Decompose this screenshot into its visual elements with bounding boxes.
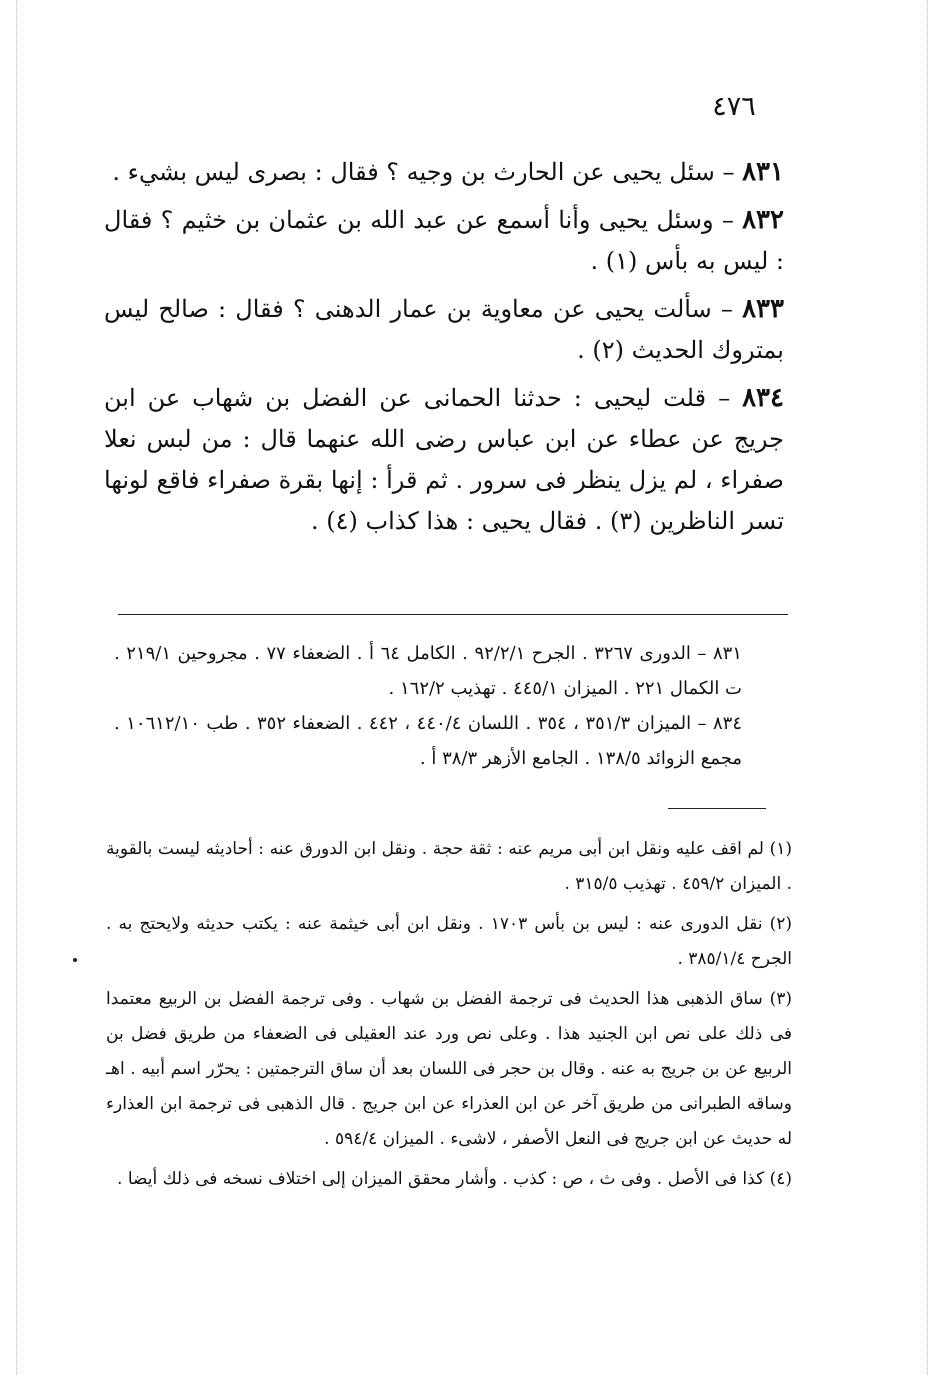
entry-number: ٨٣٣ <box>742 294 784 324</box>
entry-dash: – <box>720 295 733 323</box>
entry-text: سألت يحيى عن معاوية بن عمار الدهنى ؟ فقال : صالح ليس بمتروك الحديث (٢) . <box>104 295 784 364</box>
footnote-marker: (٤) <box>769 1169 792 1189</box>
entry-833 <box>104 289 784 371</box>
footnote-2 <box>106 907 792 977</box>
source-834 <box>114 706 742 776</box>
scan-speck <box>73 958 77 962</box>
entry-number: ٨٣١ <box>742 157 784 187</box>
source-dash: – <box>697 643 707 664</box>
entry-834 <box>104 378 784 542</box>
scan-edge-right <box>927 0 928 1375</box>
entry-dash: – <box>721 206 734 234</box>
scan-edge-left <box>16 0 17 1375</box>
footnote-text: ساق الذهبى هذا الحديث فى ترجمة الفضل بن شهاب . وفى ترجمة الفضل بن الربيع معتمدا فى ذلك على نص ابن الجنيد هذا . وعلى نص ورد عند العقيلى فى الضعفاء من طريق فضل بن الربيع عن بن جريج به عنه . وقال بن حجر فى اللسان بعد أن ساق الترجمتين : يحرّر اسم أبيه . اهـ وساقه الطبرانى من طريق آخر عن ابن العذراء عن ابن جريج . قال الذهبى فى ترجمة ابن العذارء له حديث عن ابن جريج فى النعل الأصفر ، لاشىء . الميزان ٥٩٤/٤ . <box>106 989 792 1149</box>
source-number: ٨٣١ <box>712 643 742 664</box>
source-831 <box>114 636 742 706</box>
footnote-text: لم اقف عليه ونقل ابن أبى مريم عنه : ثقة حجة . ونقل ابن الدورق عنه : أحاديثه ليست بالقوية . الميزان ٤٥٩/٢ . تهذيب ٣١٥/٥ . <box>106 839 792 894</box>
entry-number: ٨٣٤ <box>742 383 784 413</box>
entry-dash: – <box>718 384 731 412</box>
entry-text: وسئل يحيى وأنا أسمع عن عبد الله بن عثمان بن خثيم ؟ فقال : ليس به بأس (١) . <box>104 206 784 275</box>
entry-832 <box>104 200 784 282</box>
entry-number: ٨٣٢ <box>742 205 784 235</box>
source-text: الميزان ٣٥١/٣ ، ٣٥٤ . اللسان ٤٤٠/٤ ، ٤٤٢ . الضعفاء ٣٥٢ . طب ١٠٦١٢/١٠ . مجمع الزوائد ١٣٨/٥ . الجامع الأزهر ٣٨/٣ أ . <box>114 713 742 769</box>
source-text: الدورى ٣٢٦٧ . الجرح ٩٢/٢/١ . الكامل ٦٤ أ . الضعفاء ٧٧ . مجروحين ٢١٩/١ . ت الكمال ٢٢١ . الميزان ٤٤٥/١ . تهذيب ١٦٢/٢ . <box>114 643 742 699</box>
footnote-marker: (٣) <box>769 989 792 1009</box>
footnote-4 <box>106 1162 792 1197</box>
sources-section <box>114 636 742 776</box>
footnote-marker: (١) <box>769 839 793 859</box>
source-number: ٨٣٤ <box>713 713 743 734</box>
source-dash: – <box>697 713 707 734</box>
footnote-3 <box>106 982 792 1157</box>
footnote-separator <box>668 808 766 809</box>
footnotes-section <box>106 832 792 1202</box>
entry-text: سئل يحيى عن الحارث بن وجيه ؟ فقال : بصرى ليس بشيء . <box>112 158 715 186</box>
main-text <box>104 152 784 549</box>
entry-831 <box>104 152 784 193</box>
footnote-text: نقل الدورى عنه : ليس بن بأس ١٧٠٣ . ونقل ابن أبى خيثمة عنه : يكتب حديثه ولايحتج به . الجرح ٣٨٥/١/٤ . <box>106 914 792 969</box>
footnote-marker: (٢) <box>769 914 793 934</box>
footnote-text: كذا فى الأصل . وفى ث ، ص : كذب . وأشار محقق الميزان إلى اختلاف نسخه فى ذلك أيضا . <box>117 1169 765 1189</box>
entry-dash: – <box>722 158 735 186</box>
main-separator <box>118 614 788 615</box>
page-number: ٤٧٦ <box>712 91 756 122</box>
footnote-1 <box>106 832 792 902</box>
entry-text: قلت ليحيى : حدثنا الحمانى عن الفضل بن شهاب عن ابن جريج عن عطاء عن ابن عباس رضى الله عنهما قال : من لبس نعلا صفراء ، لم يزل ينظر فى سرور . ثم قرأ : إنها بقرة صفراء فاقع لونها تسر الناظرين (٣) . فقال يحيى : هذا كذاب (٤) . <box>104 384 784 535</box>
